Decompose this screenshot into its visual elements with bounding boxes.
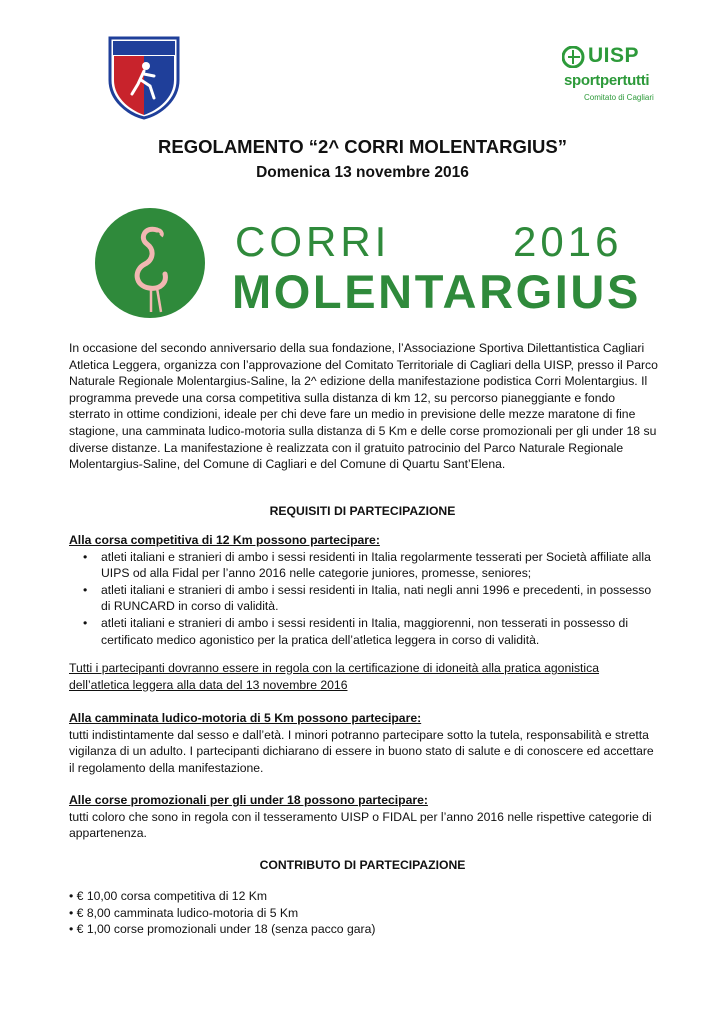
walk-title: Alla camminata ludico-motoria di 5 Km possono partecipare: bbox=[69, 711, 422, 725]
list-item: • atleti italiani e stranieri di ambo i sessi residenti in Italia, nati negli anni 1996 e precedenti, in possesso di RUNCARD in corso di validità. bbox=[101, 582, 659, 615]
document-date: Domenica 13 novembre 2016 bbox=[256, 164, 469, 181]
uisp-tagline: sportpertutti bbox=[564, 72, 650, 89]
contributo-heading: CONTRIBUTO DI PARTECIPAZIONE bbox=[259, 858, 466, 872]
event-banner bbox=[95, 208, 641, 318]
flamingo-badge bbox=[95, 208, 205, 318]
uisp-logo bbox=[560, 44, 660, 108]
promo-text: tutti coloro che sono in regola con il tesseramento UISP o FIDAL per l’anno 2016 nelle rispettive categorie di appartenenza. bbox=[69, 809, 652, 841]
walk-text: tutti indistintamente dal sesso e dall’età. I minori potranno partecipare sotto la tutela, responsabilità e stretta vigilanza di un adulto. I partecipanti dichiarano di essere in buono stato di salute e di conoscere ed accettare il regolamento della manifestazione. bbox=[69, 727, 654, 775]
document-title: REGOLAMENTO “2^ CORRI MOLENTARGIUS” bbox=[158, 136, 567, 157]
flamingo-icon bbox=[95, 208, 205, 318]
list-item: • atleti italiani e stranieri di ambo i sessi residenti in Italia, maggiorenni, non tesserati in possesso di certificato medico agonistico per la pratica dell’atletica leggera in corso di validità. bbox=[101, 615, 659, 648]
banner-molentargius: MOLENTARGIUS bbox=[232, 265, 641, 318]
promo-title: Alle corse promozionali per gli under 18 possono partecipare: bbox=[69, 793, 428, 807]
list-item: • € 8,00 camminata ludico-motoria di 5 Km bbox=[69, 905, 299, 920]
asd-cagliari-logo bbox=[108, 36, 180, 120]
contributo-list bbox=[69, 888, 659, 938]
shield-icon bbox=[108, 36, 180, 120]
list-item: • € 1,00 corse promozionali under 18 (senza pacco gara) bbox=[69, 922, 376, 937]
promo-section bbox=[69, 792, 659, 842]
competitive-title: Alla corsa competitiva di 12 Km possono partecipare: bbox=[69, 533, 380, 547]
competitive-list bbox=[69, 549, 659, 649]
uisp-committee: Comitato di Cagliari bbox=[584, 93, 654, 102]
intro-paragraph: In occasione del secondo anniversario della sua fondazione, l’Associazione Sportiva Dilettantistica Cagliari Atletica Leggera, organizza con l’approvazione del Comitato Territoriale di Cagliari della UISP, presso il Parco Naturale Regionale Molentargius-Saline, la 2^ edizione della manifestazione podistica Corri Molentargius. Il programma prevede una corsa competitiva sulla distanza di km 12, su percorso pianeggiante e fondo sterrato in ottime condizioni, ideale per chi deve fare un medio in previsione delle mezze maratone di fine stagione, una camminata ludico-motoria sulla distanza di 5 Km e delle corse promozionali per gli under 18 su diverse distanze. La manifestazione è realizzata con il gratuito patrocinio del Parco Naturale Regionale Molentargius-Saline, del Comune di Cagliari e del Comune di Quartu Sant’Elena. bbox=[69, 341, 658, 472]
list-item: • atleti italiani e stranieri di ambo i sessi residenti in Italia regolarmente tesserati per Società affiliate alla UIPS od alla Fidal per l’anno 2016 nelle categorie juniores, promesse, seniores; bbox=[101, 549, 659, 582]
uisp-emblem-icon bbox=[562, 46, 586, 68]
list-item: • € 10,00 corsa competitiva di 12 Km bbox=[69, 889, 268, 903]
certification-note: Tutti i partecipanti dovranno essere in regola con la certificazione di idoneità alla pratica agonistica dell’atletica leggera alla data del 13 novembre 2016 bbox=[69, 661, 600, 692]
requisiti-heading: REQUISITI DI PARTECIPAZIONE bbox=[269, 504, 456, 518]
banner-year: 2016 bbox=[513, 218, 623, 265]
uisp-wordmark: UISP bbox=[588, 44, 640, 67]
banner-corri: CORRI bbox=[235, 218, 391, 265]
walk-section bbox=[69, 710, 659, 776]
competitive-section bbox=[69, 532, 659, 648]
